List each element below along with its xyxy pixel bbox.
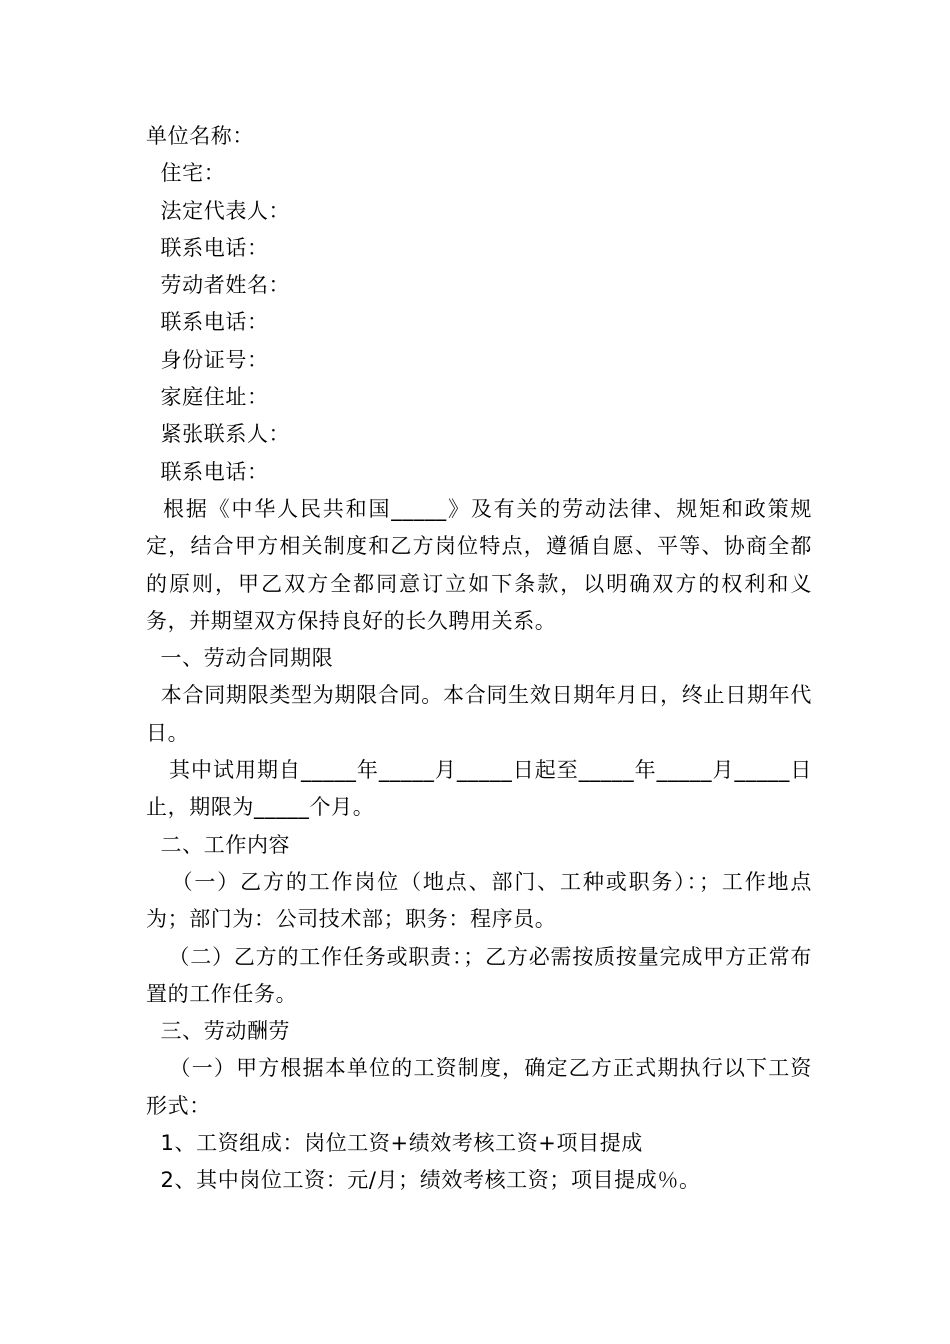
field-emergency-phone: 联系电话：: [146, 459, 269, 484]
field-worker-phone: 联系电话：: [146, 310, 269, 335]
field-id-number: 身份证号：: [146, 347, 269, 372]
section-1-title: 一、劳动合同期限: [146, 646, 334, 671]
section-1-paragraph-1: 本合同期限类型为期限合同。本合同生效日期年月日，终止日期年代日。: [146, 683, 812, 745]
field-legal-representative: 法定代表人：: [146, 198, 291, 223]
section-2-paragraph-2: （二）乙方的工作任务或职责：；乙方必需按质按量完成甲方正常布置的工作任务。: [146, 944, 812, 1006]
field-address: 住宅：: [146, 161, 226, 186]
field-company-phone: 联系电话：: [146, 235, 269, 260]
section-3-item-2: 2、其中岗位工资：元/月；绩效考核工资；项目提成％。: [146, 1168, 701, 1193]
section-2-title: 二、工作内容: [146, 832, 291, 857]
intro-paragraph: 根据《中华人民共和国_____》及有关的劳动法律、规矩和政策规定，结合甲方相关制度和乙方岗位特点，遵循自愿、平等、协商全都的原则，甲乙双方全都同意订立如下条款，以明确双方的权利和义务，并期望双方保持良好的长久聘用关系。: [146, 496, 812, 633]
section-3-paragraph-1: （一）甲方根据本单位的工资制度，确定乙方正式期执行以下工资形式：: [146, 1056, 812, 1118]
field-worker-name: 劳动者姓名：: [146, 273, 291, 298]
section-3-item-1: 1、工资组成：岗位工资+绩效考核工资+项目提成: [146, 1131, 643, 1156]
section-1-paragraph-2: 其中试用期自_____年_____月_____日起至_____年_____月_____日止，期限为_____个月。: [146, 758, 812, 820]
field-home-address: 家庭住址：: [146, 385, 269, 410]
section-3-title: 三、劳动酬劳: [146, 1019, 291, 1044]
field-emergency-contact: 紧张联系人：: [146, 422, 291, 447]
field-company-name: 单位名称：: [146, 124, 254, 148]
section-2-paragraph-1: （一）乙方的工作岗位（地点、部门、工种或职务）：；工作地点为；部门为：公司技术部；职务：程序员。: [146, 869, 812, 932]
document-body: [146, 118, 812, 1200]
